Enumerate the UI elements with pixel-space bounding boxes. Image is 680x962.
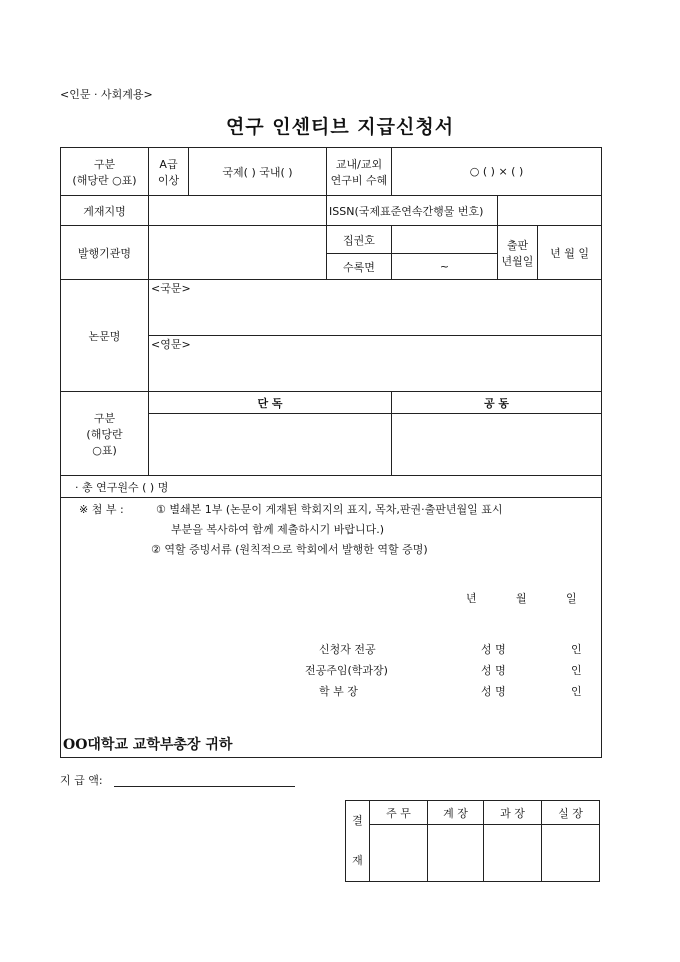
seal-mark: 인 xyxy=(571,643,582,656)
page-title: 연구 인센티브 지급신청서 xyxy=(225,116,455,138)
date-year: 년 xyxy=(466,592,477,605)
approval-side-label: 결 재 xyxy=(346,801,370,882)
paper-title-korean[interactable]: <국문> xyxy=(149,280,602,336)
grant-amount-field[interactable] xyxy=(114,786,295,787)
attachment-signature-block xyxy=(61,498,602,758)
category-tag: <인문 · 사회계용> xyxy=(60,88,153,101)
approval-col-header: 주 무 xyxy=(370,801,428,825)
addressee: OO대학교 교학부총장 귀하 xyxy=(63,737,233,753)
approval-stamp-box[interactable] xyxy=(484,825,542,882)
journal-label: 게재지명 xyxy=(61,196,149,226)
attachment-item-1a: ① 별쇄본 1부 (논문이 게재된 학회지의 표지, 목차,판권·출판년월일 표시 xyxy=(156,503,503,516)
signer-name-label: 성 명 xyxy=(481,664,506,677)
signer-role: 신청자 전공 xyxy=(319,643,376,656)
pubdate-field[interactable]: 년 월 일 xyxy=(538,226,602,280)
application-form-table xyxy=(60,147,602,758)
signer-role: 학 부 장 xyxy=(319,685,358,698)
approval-stamp-box[interactable] xyxy=(370,825,428,882)
pages-field[interactable]: ~ xyxy=(392,254,498,280)
pubdate-label: 출판 년월일 xyxy=(498,226,538,280)
researcher-count[interactable]: · 총 연구원수 ( ) 명 xyxy=(61,476,602,498)
funding-field[interactable]: ○ ( ) × ( ) xyxy=(392,148,602,196)
date-day: 일 xyxy=(566,592,577,605)
journal-field[interactable] xyxy=(149,196,327,226)
approval-table xyxy=(345,800,600,882)
signer-name-label: 성 명 xyxy=(481,685,506,698)
approval-col-header: 계 장 xyxy=(428,801,484,825)
intl-domestic-field[interactable]: 국제( ) 국내( ) xyxy=(189,148,327,196)
grant-amount-label: 지 급 액: xyxy=(60,774,103,787)
joint-author-field[interactable] xyxy=(392,414,602,476)
funding-label: 교내/교외 연구비 수혜 xyxy=(327,148,392,196)
attachment-item-1b: 부분을 복사하여 함께 제출하시기 바랍니다.) xyxy=(171,523,385,536)
category-label: 구분 (해당란 ○표) xyxy=(61,148,149,196)
paper-title-english[interactable]: <영문> xyxy=(149,336,602,392)
date-month: 월 xyxy=(516,592,527,605)
volume-field[interactable] xyxy=(392,226,498,254)
signer-name-label: 성 명 xyxy=(481,643,506,656)
issn-field[interactable] xyxy=(498,196,602,226)
volume-label: 집권호 xyxy=(327,226,392,254)
pages-label: 수록면 xyxy=(327,254,392,280)
single-author-header: 단 독 xyxy=(149,392,392,414)
approval-col-header: 과 장 xyxy=(484,801,542,825)
paper-title-label: 논문명 xyxy=(61,280,149,392)
approval-col-header: 실 장 xyxy=(542,801,600,825)
authorship-label: 구분 (해당란 ○표) xyxy=(61,392,149,476)
publisher-field[interactable] xyxy=(149,226,327,280)
attachment-item-2: ② 역할 증빙서류 (원칙적으로 학회에서 발행한 역할 증명) xyxy=(151,543,428,556)
seal-mark: 인 xyxy=(571,685,582,698)
seal-mark: 인 xyxy=(571,664,582,677)
publisher-label: 발행기관명 xyxy=(61,226,149,280)
approval-stamp-box[interactable] xyxy=(428,825,484,882)
approval-stamp-box[interactable] xyxy=(542,825,600,882)
attachment-prefix: ※ 첨 부 : xyxy=(79,503,124,516)
issn-label: ISSN(국제표준연속간행물 번호) xyxy=(327,196,498,226)
single-author-field[interactable] xyxy=(149,414,392,476)
signer-role: 전공주임(학과장) xyxy=(305,664,388,677)
joint-author-header: 공 동 xyxy=(392,392,602,414)
grade-cell[interactable]: A급 이상 xyxy=(149,148,189,196)
